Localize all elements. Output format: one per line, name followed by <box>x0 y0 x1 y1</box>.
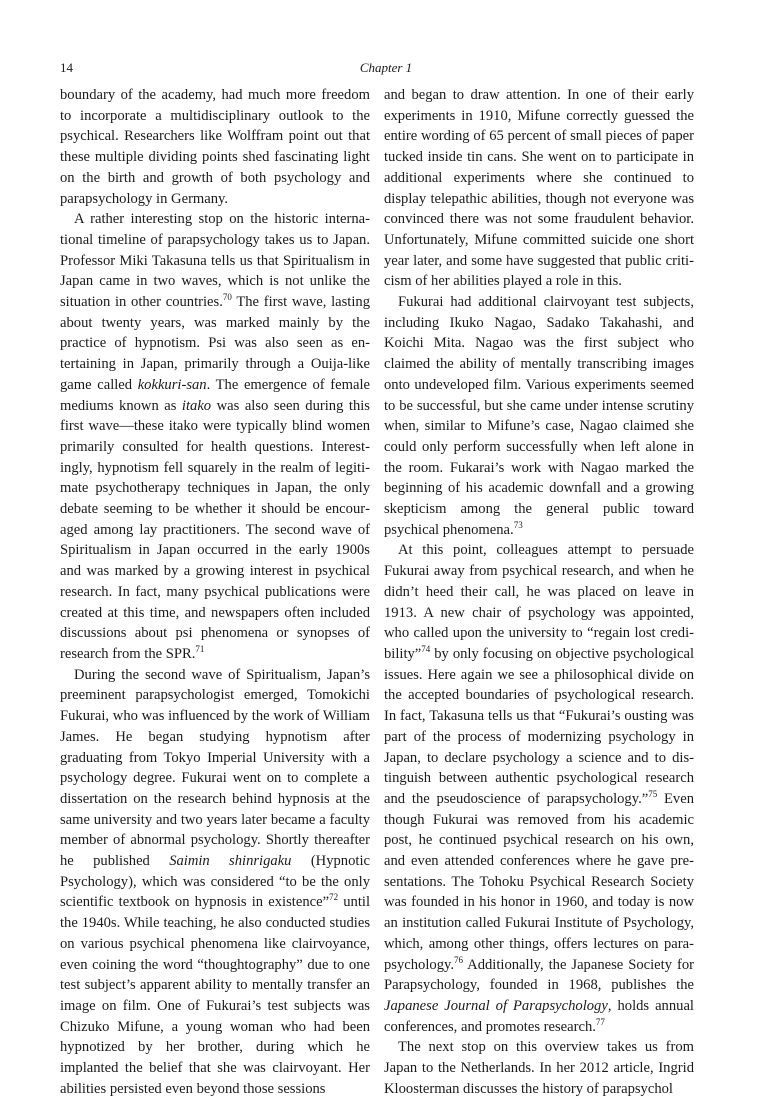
footnote-ref: 76 <box>454 954 463 965</box>
italic-term: itako <box>181 397 212 414</box>
paragraph: and began to draw attention. In one of their early experiments in 1910, Mifune correctly guessed the entire wording of 65 percent of small pieces of paper tucked inside tin cans. She went on to participate in additional experiments where she continued to display telepathic abilities, though not everyone was convinced there was not some fraudulent behavior. Unfortunately, Mifune committed suicide one short year later, and some have suggested that public criticism of her abilities played a role in this. <box>384 87 694 290</box>
text-run: At this point, colleagues attempt to persuade Fukurai away from psychical research, and when he didn’t heed their call, he was placed on leave in 1913. A new chair of psychology was appointed, who called upon the university to “regain lost credibility” <box>384 542 694 662</box>
italic-term: kokkuri-san <box>137 376 207 393</box>
footnote-ref: 75 <box>648 789 658 800</box>
book-title: Saimin shinrigaku <box>169 853 292 870</box>
text-run: A rather interesting stop on the historic international timeline of parapsychology takes us to Japan. Professor Miki Takasuna tells us that Spiritualism in Japan came in two waves, which is not unlike the situation in other countries. <box>60 211 370 311</box>
footnote-ref: 70 <box>222 292 232 303</box>
footnote-ref: 77 <box>595 1016 605 1027</box>
footnote-ref: 73 <box>513 519 523 530</box>
footnote-ref: 72 <box>329 892 339 903</box>
paragraph: boundary of the academy, had much more freedom to incorporate a multidisciplinary outlook to the psychical. Researchers like Wolffram point out that these multiple dividing points shed fascinating light on the birth and growth of both psychology and parapsychology in Germany. <box>60 87 370 207</box>
paragraph: The next stop on this overview takes us from Japan to the Netherlands. In her 2012 article, Ingrid Kloosterman discusses the history of parapsychol <box>384 1039 694 1097</box>
text-run: was also seen during this first wave—these itako were typically blind women primarily consulted for health questions. Interestingly, hypnotism fell squarely in the realm of legitimate psychotherapy techniques in Japan, the only debate seeming to be whether it should be encouraged among lay practitioners. The second wave of Spiritualism in Japan occurred in the early 1900s and was marked by a growing interest in psychical research. In fact, many psychical publications were created at this time, and newspapers often included discussions about psi phenomena or synopses of research from the SPR. <box>60 397 370 662</box>
paragraph <box>60 209 370 664</box>
paragraph <box>384 540 694 1037</box>
running-header <box>60 58 712 78</box>
paragraph <box>60 665 370 1099</box>
text-run: Additionally, the Japanese Society for Parapsychology, founded in 1968, publishes the <box>384 956 694 994</box>
text-run: During the second wave of Spiritualism, Japan’s preeminent parapsychologist emerged, Tomokichi Fukurai, who was influenced by the work of William James. He began studying hypnotism after graduating from Tokyo Imperial University with a psychology degree. Fukurai went on to complete a dissertation on the research behind hypnosis at the same university and two years later became a faculty member of abnormal psychology. Shortly thereafter he published <box>60 666 370 870</box>
paragraph <box>384 292 694 540</box>
left-column <box>60 85 370 1099</box>
right-column <box>384 85 694 1099</box>
text-run: (Hypnotic Psychology), which was considered “to be the only scientific textbook on hypnosis in existence” <box>60 853 370 911</box>
text-run: The first wave, lasting about twenty years, was marked mainly by the practice of hypnotism. Psi was also seen as entertaining in Japan, primarily through a Ouija-like game called <box>60 294 370 393</box>
text-run: Fukurai had additional clairvoyant test subjects, including Ikuko Nagao, Sadako Takahashi, and Koichi Mita. Nagao was the first subject who claimed the ability of mentally transcribing images onto undeveloped film. Various experiments seemed to be successful, but she came under intense scrutiny when, similar to Mifune’s case, Nagao claimed she could only perform successfully when left alone in the room. Fukarai’s work with Nagao marked the beginning of his academic downfall and a growing skepticism among the general public toward psychical phenomena. <box>384 294 694 538</box>
chapter-title: Chapter 1 <box>359 60 413 75</box>
text-run: until the 1940s. While teaching, he also conducted studies on various psychical phenomena like clairvoyance, even coining the word “thoughtography” due to one test subject’s apparent ability to mentally transfer an image on film. One of Fukurai’s test subjects was Chizuko Mifune, a young woman who had been hypnotized by her brother, during which he implanted the belief that she was clairvoyant. Her abilities persisted even beyond those sessions <box>60 894 370 1097</box>
footnote-ref: 71 <box>195 644 205 655</box>
text-run: . The emergence of female mediums known as <box>60 376 370 414</box>
page-number: 14 <box>60 60 73 75</box>
journal-title: Japanese Journal of Parapsychology <box>384 997 608 1014</box>
text-run: , holds annual conferences, and promotes research. <box>384 997 694 1035</box>
text-run: Even though Fukurai was removed from his academic post, he continued psychical research on his own, and even attended conferences where he gave presentations. The Tohoku Psychical Research Society was founded in his honor in 1960, and today is now an institution called Fukurai Institute of Psychology, which, among other things, offers lectures on parapsychology. <box>384 790 695 973</box>
text-run: by only focusing on objective psychological issues. Here again we see a philosophical divide on the accepted boundaries of psychological research. In fact, Takasuna tells us that “Fukurai’s ousting was part of the process of modernizing psychology in Japan, to declare psychology a science and to distinguish between authentic psychological research and the pseudoscience of parapsychology.” <box>384 645 694 807</box>
footnote-ref: 74 <box>421 644 431 655</box>
